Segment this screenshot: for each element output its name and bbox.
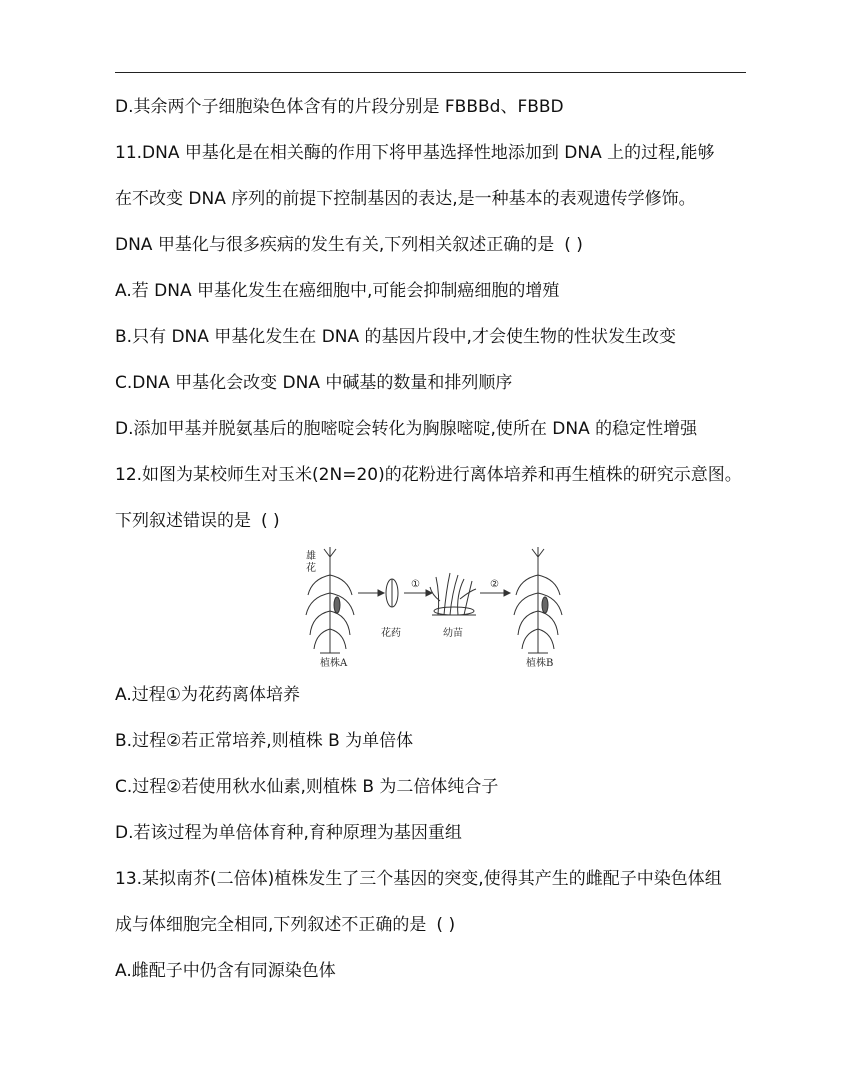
- q11-option-d: D.添加甲基并脱氨基后的胞嘧啶会转化为胸腺嘧啶,使所在 DNA 的稳定性增强: [115, 419, 698, 439]
- seedling-label: 幼苗: [443, 628, 463, 639]
- plant-b-drawing: [514, 547, 562, 653]
- male-flower-label-1: 雄: [306, 551, 316, 562]
- q11-option-a: A.若 DNA 甲基化发生在癌细胞中,可能会抑制癌细胞的增殖: [115, 281, 560, 301]
- q11-stem-line1: 11.DNA 甲基化是在相关酶的作用下将甲基选择性地添加到 DNA 上的过程,能够: [115, 143, 715, 163]
- plant-a-label: 植株A: [320, 658, 348, 669]
- header-rule: [115, 72, 746, 73]
- step-1-label: ①: [411, 579, 420, 590]
- male-flower-label-2: 花: [306, 563, 316, 574]
- answer-blank: ( ): [261, 511, 280, 531]
- anther-drawing: [386, 579, 398, 607]
- maize-culture-figure: [300, 545, 565, 670]
- q13-stem-line1: 13.某拟南芥(二倍体)植株发生了三个基因的突变,使得其产生的雌配子中染色体组: [115, 869, 722, 889]
- plant-b-label: 植株B: [526, 658, 554, 669]
- q13-stem-text: 成与体细胞完全相同,下列叙述不正确的是: [115, 915, 427, 935]
- q11-stem-line3: [115, 233, 583, 257]
- q12-stem-line1: 12.如图为某校师生对玉米(2N=20)的花粉进行离体培养和再生植株的研究示意图。: [115, 465, 742, 485]
- q13-option-a: A.雌配子中仍含有同源染色体: [115, 961, 336, 981]
- seedlings-drawing: [430, 573, 476, 615]
- q11-stem-text: DNA 甲基化与很多疾病的发生有关,下列相关叙述正确的是: [115, 235, 555, 255]
- answer-blank: ( ): [564, 235, 583, 255]
- anther-label: 花药: [381, 628, 401, 639]
- q12-stem-text: 下列叙述错误的是: [115, 511, 251, 531]
- q12-option-c: C.过程②若使用秋水仙素,则植株 B 为二倍体纯合子: [115, 777, 499, 797]
- q12-stem-line2: [115, 509, 280, 533]
- step-2-label: ②: [490, 579, 499, 590]
- q11-option-b: B.只有 DNA 甲基化发生在 DNA 的基因片段中,才会使生物的性状发生改变: [115, 327, 676, 347]
- q10-option-d: D.其余两个子细胞染色体含有的片段分别是 FBBBd、FBBD: [115, 97, 564, 117]
- q12-option-b: B.过程②若正常培养,则植株 B 为单倍体: [115, 731, 414, 751]
- q11-option-c: C.DNA 甲基化会改变 DNA 中碱基的数量和排列顺序: [115, 373, 513, 393]
- q11-stem-line2: 在不改变 DNA 序列的前提下控制基因的表达,是一种基本的表观遗传学修饰。: [115, 189, 696, 209]
- q12-option-a: A.过程①为花药离体培养: [115, 685, 300, 705]
- q12-option-d: D.若该过程为单倍体育种,育种原理为基因重组: [115, 823, 462, 843]
- answer-blank: ( ): [436, 915, 456, 935]
- q13-stem-line2: [115, 913, 455, 937]
